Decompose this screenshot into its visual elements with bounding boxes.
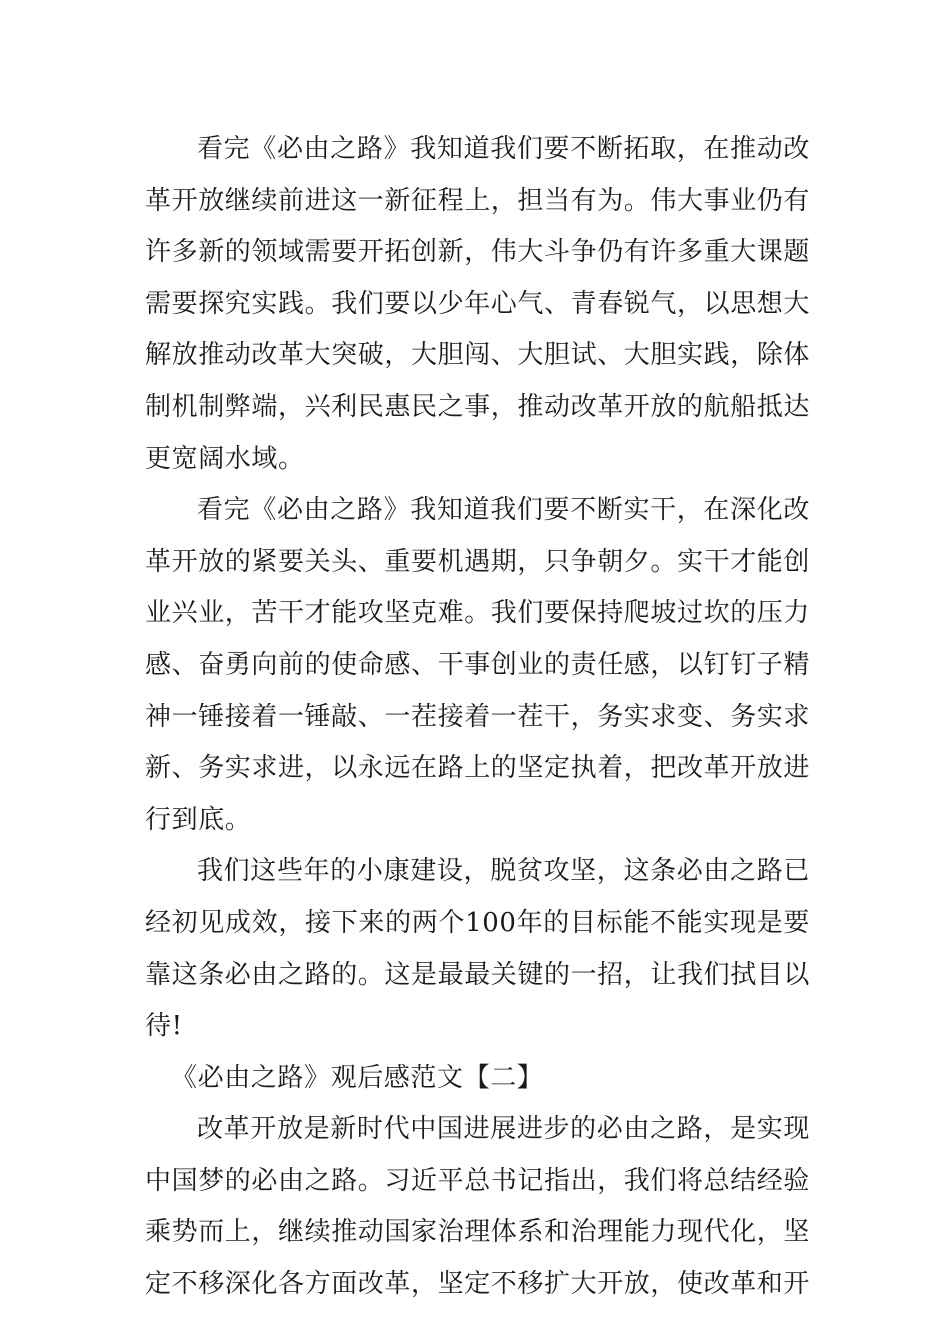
paragraph-hard-work: 看完《必由之路》我知道我们要不断实干，在深化改革开放的紧要关头、重要机遇期，只争朝夕。实干才能创业兴业，苦干才能攻坚克难。我们要保持爬坡过坎的压力感、奋勇向前的使命感、干事创业的责任感，以钉钉子精神一锤接着一锤敲、一茬接着一茬干，务实求变、务实求新、务实求进，以永远在路上的坚定执着，把改革开放进行到底。 <box>145 495 811 835</box>
paragraph-reform-opening: 改革开放是新时代中国进展进步的必由之路，是实现中国梦的必由之路。习近平总书记指出，我们将总结经验乘势而上，继续推动国家治理体系和治理能力现代化，坚定不移深化各方面改革，坚定不移扩大开放，使改革和开 <box>145 1114 811 1300</box>
document-page <box>145 124 810 1311</box>
section-heading: 《必由之路》观后感范文【二】 <box>171 1062 544 1093</box>
paragraph-moderate-prosperity: 我们这些年的小康建设，脱贫攻坚，这条必由之路已经初见成效，接下来的两个100年的目标能不能实现是要靠这条必由之路的。这是最最关键的一招，让我们拭目以待! <box>145 856 811 1042</box>
paragraph-explore: 看完《必由之路》我知道我们要不断拓取，在推动改革开放继续前进这一新征程上，担当有为。伟大事业仍有许多新的领域需要开拓创新，伟大斗争仍有许多重大课题需要探究实践。我们要以少年心气、青春锐气，以思想大解放推动改革大突破，大胆闯、大胆试、大胆实践，除体制机制弊端，兴利民惠民之事，推动改革开放的航船抵达更宽阔水域。 <box>145 134 811 474</box>
